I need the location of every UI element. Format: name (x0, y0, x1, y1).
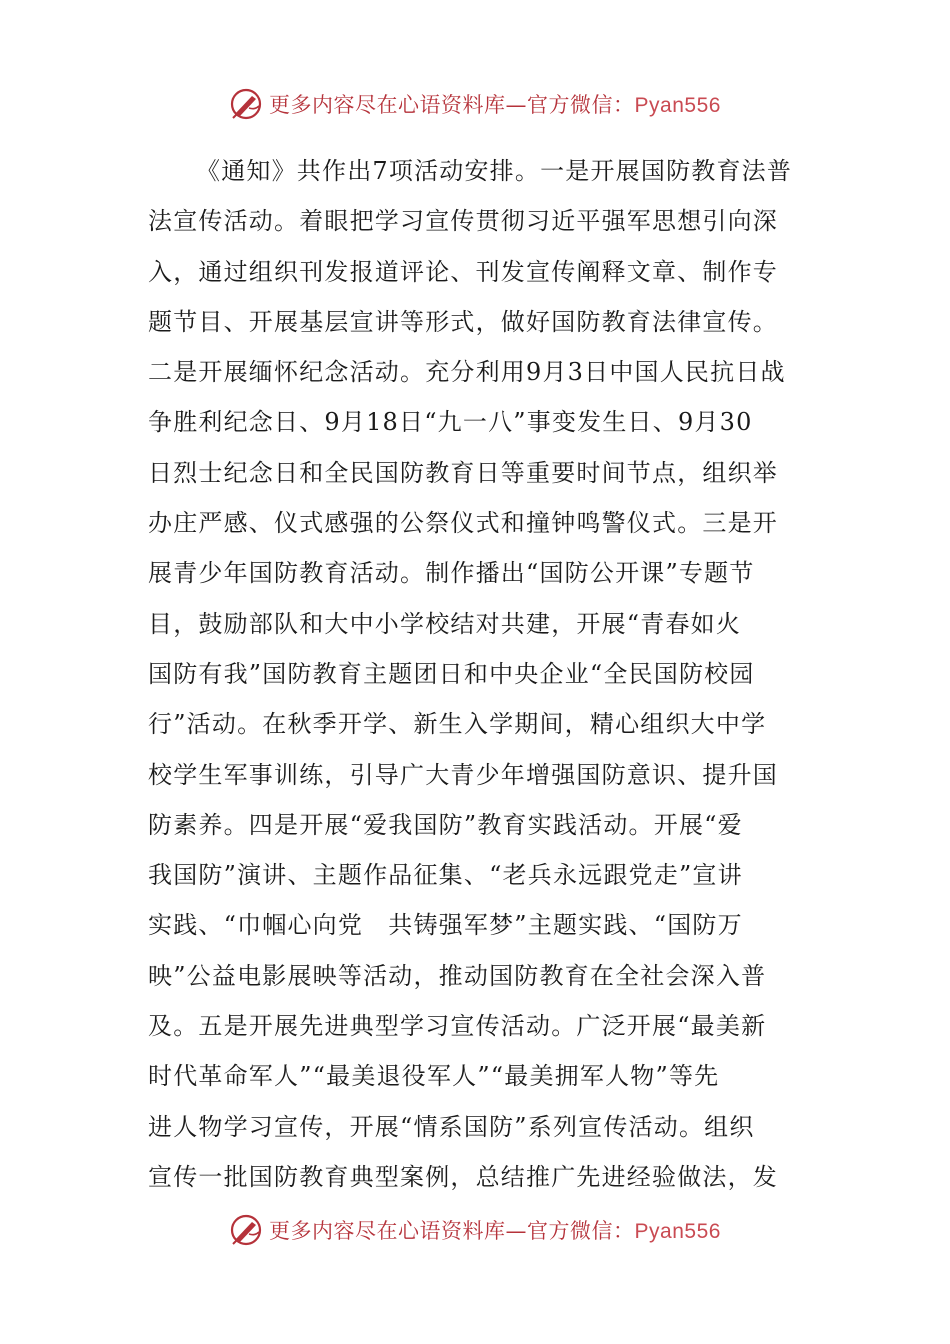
text-line: 宣传一批国防教育典型案例，总结推广先进经验做法，发 (148, 1162, 778, 1191)
text-line: 法宣传活动。着眼把学习宣传贯彻习近平强军思想引向深 (148, 207, 778, 236)
page-footer (0, 1210, 950, 1250)
text-line: 目，鼓励部队和大中小学校结对共建，开展“青春如火 (148, 609, 742, 638)
text-line: 进人物学习宣传，开展“情系国防”系列宣传活动。组织 (148, 1112, 755, 1141)
header-banner (269, 89, 721, 119)
footer-site-name: 更多内容尽在心语资料库 (269, 1219, 506, 1243)
text-line: 行”活动。在秋季开学、新生入学期间，精心组织大中学 (148, 710, 767, 739)
header-wechat-label: 官方微信： (527, 93, 635, 117)
pen-logo-icon (229, 1213, 263, 1247)
header-dash: — (505, 93, 528, 117)
footer-banner (269, 1215, 721, 1245)
footer-wechat-label: 官方微信： (527, 1219, 635, 1243)
text-line: 二是开展缅怀纪念活动。充分利用9月3日中国人民抗日战 (148, 358, 786, 387)
header-wechat-id: Pyan556 (634, 94, 721, 117)
text-line: 映”公益电影展映等活动，推动国防教育在全社会深入普 (148, 961, 767, 990)
text-line: 国防有我”国防教育主题团日和中央企业“全民国防校园 (148, 659, 755, 688)
text-line: 及。五是开展先进典型学习宣传活动。广泛开展“最美新 (148, 1012, 767, 1041)
pen-logo-icon (229, 87, 263, 121)
text-line: 题节目、开展基层宣讲等形式，做好国防教育法律宣传。 (148, 307, 778, 336)
text-line: 实践、“巾帼心向党 共铸强军梦”主题实践、“国防万 (148, 911, 743, 940)
page-header (0, 84, 950, 124)
text-line: 日烈士纪念日和全民国防教育日等重要时间节点，组织举 (148, 458, 778, 487)
text-line: 争胜利纪念日、9月18日“九一八”事变发生日、9月30 (148, 408, 753, 437)
text-line: 防素养。四是开展“爱我国防”教育实践活动。开展“爱 (148, 810, 743, 839)
text-line: 办庄严感、仪式感强的公祭仪式和撞钟鸣警仪式。三是开 (148, 509, 778, 538)
text-line: 我国防”演讲、主题作品征集、“老兵永远跟党走”宣讲 (148, 861, 743, 890)
text-line: 《通知》共作出7项活动安排。一是开展国防教育法普 (196, 157, 793, 185)
text-line: 校学生军事训练，引导广大青少年增强国防意识、提升国 (148, 760, 778, 789)
text-line: 时代革命军人”“最美退役军人”“最美拥军人物”等先 (148, 1062, 720, 1091)
header-site-name: 更多内容尽在心语资料库 (269, 93, 506, 117)
footer-wechat-id: Pyan556 (634, 1220, 721, 1243)
document-body (148, 146, 808, 1202)
text-line: 入，通过组织刊发报道评论、刊发宣传阐释文章、制作专 (148, 257, 778, 286)
footer-dash: — (505, 1219, 528, 1243)
text-line: 展青少年国防教育活动。制作播出“国防公开课”专题节 (148, 559, 755, 588)
